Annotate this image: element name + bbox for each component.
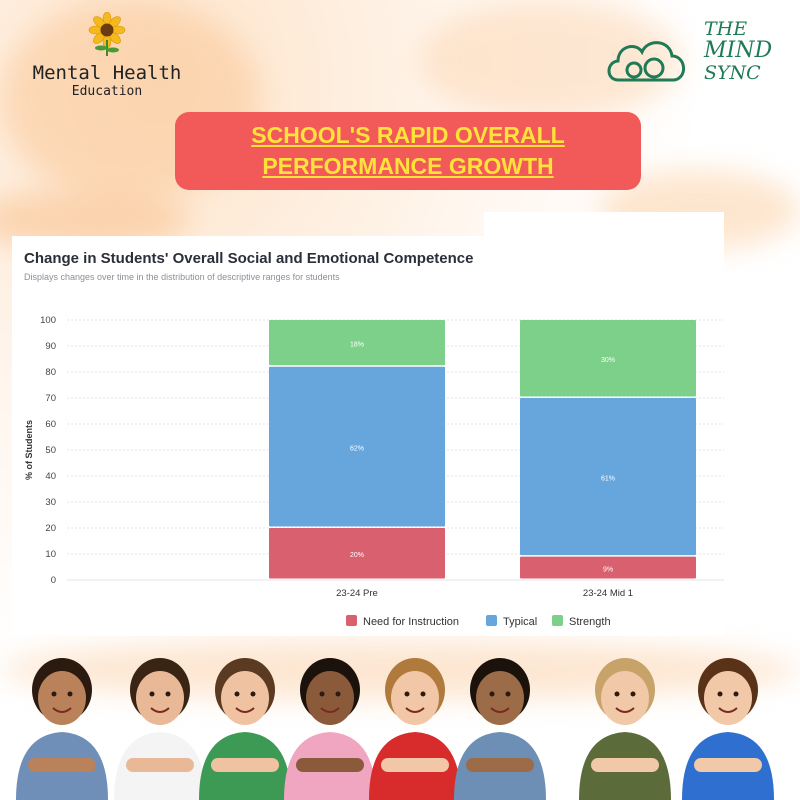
y-tick-label: 80 — [45, 367, 56, 378]
x-tick-label: 23-24 Mid 1 — [582, 588, 634, 599]
y-tick-label: 70 — [45, 393, 56, 404]
legend-label: Strength — [569, 616, 611, 628]
y-axis-label: % of Students — [24, 420, 34, 480]
legend-swatch — [346, 615, 357, 626]
legend-swatch — [486, 615, 497, 626]
child-arms — [381, 758, 449, 772]
y-tick-label: 10 — [45, 549, 56, 560]
mind-sync-logo — [604, 18, 794, 98]
child-arms — [466, 758, 534, 772]
chart-panel-tab — [484, 212, 724, 238]
child-eye — [631, 692, 636, 697]
child-arms — [28, 758, 96, 772]
chart-panel — [12, 236, 724, 636]
y-tick-label: 40 — [45, 471, 56, 482]
child-eye — [718, 692, 723, 697]
data-label: 18% — [349, 341, 365, 349]
y-tick-label: 100 — [40, 315, 56, 326]
child-eye — [615, 692, 620, 697]
x-tick-label: 23-24 Pre — [336, 588, 378, 599]
child-arms — [694, 758, 762, 772]
children-illustration — [0, 640, 800, 800]
child-arms — [211, 758, 279, 772]
sunflower-icon — [87, 12, 127, 56]
data-label: 30% — [600, 357, 616, 364]
legend-label: Need for Instruction — [363, 616, 459, 628]
child-eye — [251, 692, 256, 697]
child-eye — [490, 692, 495, 697]
child-face — [601, 671, 649, 725]
data-label: 20% — [349, 552, 365, 559]
child-face — [391, 671, 439, 725]
y-tick-label: 60 — [45, 419, 56, 430]
logo-line-the: THE — [704, 18, 748, 40]
legend-swatch — [552, 615, 563, 626]
child-eye — [235, 692, 240, 697]
child-face — [38, 671, 86, 725]
headline-text: SCHOOL'S RAPID OVERALL PERFORMANCE GROWTH — [251, 122, 565, 179]
child-eye — [421, 692, 426, 697]
child-eye — [734, 692, 739, 697]
chart-subtitle: Displays changes over time in the distribution of descriptive ranges for students — [24, 272, 340, 282]
child-face — [704, 671, 752, 725]
legend-label: Typical — [503, 616, 538, 628]
child-eye — [150, 692, 155, 697]
brand-name: Mental Health — [32, 62, 182, 84]
logo-line-sync: SYNC — [704, 62, 761, 84]
child-face — [306, 671, 354, 725]
child-eye — [506, 692, 511, 697]
child-eye — [166, 692, 171, 697]
child-eye — [405, 692, 410, 697]
chart-title: Change in Students' Overall Social and Emotional Competence — [24, 250, 474, 267]
child-eye — [320, 692, 325, 697]
child-eye — [336, 692, 341, 697]
headline-banner — [175, 112, 641, 190]
child-face — [136, 671, 184, 725]
child-face — [476, 671, 524, 725]
child-eye — [52, 692, 57, 697]
y-tick-label: 90 — [45, 341, 56, 352]
y-tick-label: 0 — [50, 575, 56, 586]
cloud-icon — [604, 28, 694, 98]
data-label: 9% — [602, 566, 614, 574]
y-tick-label: 30 — [45, 497, 56, 508]
data-label: 62% — [349, 445, 365, 453]
child-eye — [68, 692, 73, 697]
logo-line-mind: MIND — [704, 38, 773, 63]
child-arms — [591, 758, 659, 772]
y-tick-label: 20 — [45, 523, 56, 534]
child-face — [221, 671, 269, 725]
y-tick-label: 50 — [45, 445, 56, 456]
child-arms — [296, 758, 364, 772]
child-arms — [126, 758, 194, 772]
data-label: 61% — [600, 475, 616, 483]
mental-health-logo — [22, 12, 192, 99]
brand-subtitle: Education — [71, 84, 143, 99]
stacked-bar-chart — [12, 236, 724, 636]
